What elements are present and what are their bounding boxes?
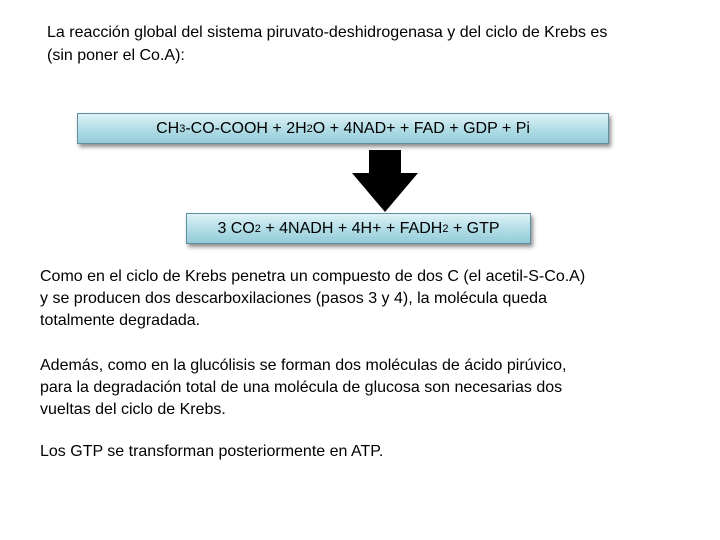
reactants-equation-box: CH 3 -CO-COOH + 2H 2 O + 4NAD+ + FAD + GDP + Pi (77, 113, 609, 144)
paragraph1-line-3: totalmente degradada. (40, 312, 201, 329)
paragraph2-line-3: vueltas del ciclo de Krebs. (40, 401, 226, 418)
paragraph-gtp-atp (40, 441, 690, 463)
paragraph-krebs-degradation (40, 266, 690, 332)
intro-line-1: La reacción global del sistema piruvato-deshidrogenasa y del ciclo de Krebs es (47, 24, 608, 41)
paragraph-glucose-turns (40, 355, 690, 421)
intro-line-2: (sin poner el Co.A): (47, 47, 185, 64)
down-arrow-icon (352, 150, 418, 212)
products-text-3: + GTP (448, 219, 500, 237)
products-text-2: + 4NADH + 4H+ + FADH (260, 219, 443, 237)
paragraph1-line-1: Como en el ciclo de Krebs penetra un compuesto de dos C (el acetil-S-Co.A) (40, 268, 586, 285)
paragraph2-line-1: Además, como en la glucólisis se forman dos moléculas de ácido pirúvico, (40, 357, 567, 374)
reactants-text-3: O + 4NAD+ + FAD + GDP + Pi (312, 119, 530, 137)
products-equation-box: 3 CO 2 + 4NADH + 4H+ + FADH 2 + GTP (186, 213, 531, 244)
intro-text (47, 21, 697, 67)
reactants-text-1: CH (156, 119, 180, 137)
paragraph1-line-2: y se producen dos descarboxilaciones (pasos 3 y 4), la molécula queda (40, 290, 547, 307)
paragraph3-line-1: Los GTP se transforman posteriormente en ATP. (40, 443, 384, 460)
reactants-text-2: -CO-COOH + 2H (185, 119, 307, 137)
paragraph2-line-2: para la degradación total de una molécula de glucosa son necesarias dos (40, 379, 563, 396)
products-text-1: 3 CO (217, 219, 255, 237)
